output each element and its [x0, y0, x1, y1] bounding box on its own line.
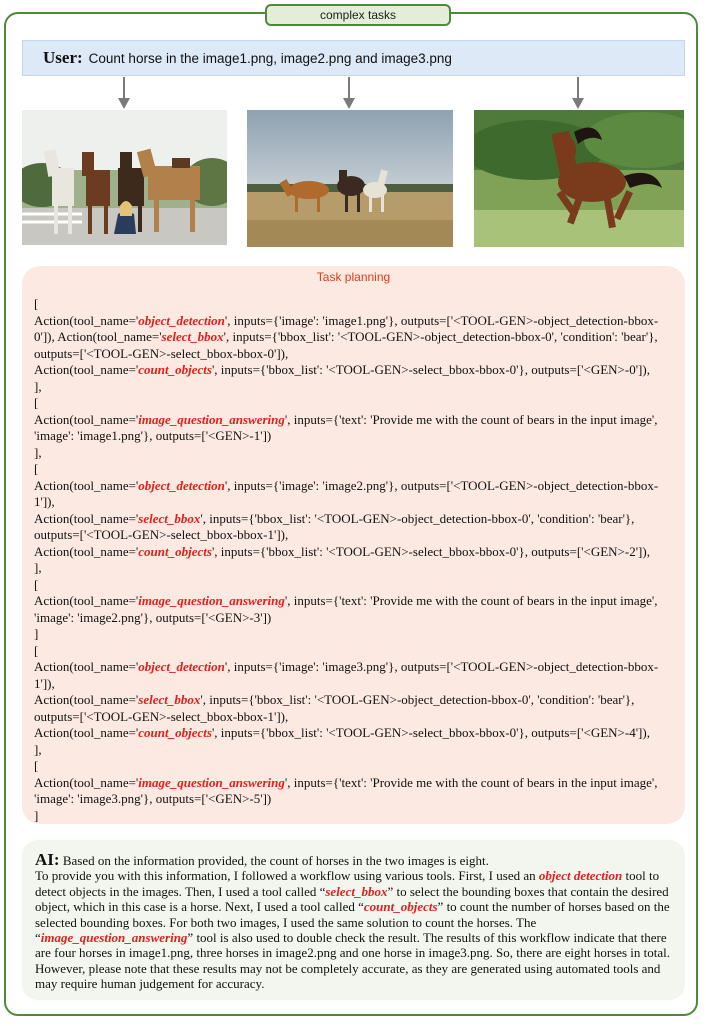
plan-text: [	[34, 395, 39, 410]
plan-line	[34, 758, 676, 775]
tool-name: select_bbox	[138, 692, 201, 707]
plan-line	[34, 379, 676, 396]
plan-text: Action(tool_name='	[34, 312, 139, 328]
plan-text: Action(tool_name='	[34, 692, 139, 707]
plan-line	[34, 511, 676, 528]
plan-text: ]	[34, 807, 39, 823]
plan-line	[34, 412, 676, 429]
plan-text: ', inputs={'bbox_list': '<TOOL-GEN>-select_bbox-bbox-0'}, outputs=['<GEN>-0']),	[211, 362, 650, 377]
tool-name: select_bbox	[325, 883, 388, 899]
ai-text-segment: ” tool is also used to double check the result. The results of this workflow indicate that there are four horses in image1.png, three horses in image2.png and one horse in image3.png. So, there are eight horses in total. However, please note that these results may not be completely accurate, as they are generated using automated tools and may require human judgement for accuracy.	[35, 930, 671, 992]
plan-line	[34, 610, 676, 627]
ai-text-segment: ” to select the bounding boxes that contain the desired object, which in this case is a horse. Next, I used a tool called “	[35, 883, 669, 915]
plan-line	[34, 626, 676, 643]
plan-line	[34, 791, 676, 808]
plan-text: ', inputs={'image': 'image1.png'}, outputs=['<TOOL-GEN>-object_detection-bbox-	[224, 312, 659, 328]
tool-name: object_detection	[138, 312, 225, 328]
plan-text: Action(tool_name='	[34, 593, 139, 608]
plan-line	[34, 775, 676, 792]
ai-text-segment: tool to detect objects in the images. Then, I used a tool called “	[35, 868, 660, 899]
plan-line	[34, 296, 676, 313]
plan-line	[34, 445, 676, 462]
tool-name: image_question_answering	[40, 930, 188, 946]
plan-line	[34, 808, 676, 825]
plan-line	[34, 709, 676, 726]
plan-text: ', inputs={'text': 'Provide me with the count of bears in the input image',	[284, 774, 658, 790]
plan-line	[34, 494, 676, 511]
tool-name: image_question_answering	[138, 593, 285, 608]
plan-text: ', inputs={'image': 'image2.png'}, outputs=['<TOOL-GEN>-object_detection-bbox-	[224, 477, 659, 493]
plan-text: 0']), Action(tool_name='	[34, 329, 162, 344]
plan-text: ', inputs={'bbox_list': '<TOOL-GEN>-select_bbox-bbox-0'}, outputs=['<GEN>-4']),	[211, 725, 650, 740]
plan-line	[34, 560, 676, 577]
plan-line	[34, 346, 676, 363]
user-speaker-label: User:	[43, 48, 83, 67]
plan-line	[34, 478, 676, 495]
image1-photo	[22, 110, 227, 245]
plan-text: ]	[34, 626, 39, 641]
plan-text: ', inputs={'text': 'Provide me with the count of bears in the input image',	[284, 593, 658, 608]
plan-text: Action(tool_name='	[34, 411, 139, 427]
tool-name: image_question_answering	[138, 411, 285, 427]
ai-response-body	[35, 853, 670, 991]
tool-name: object detection	[538, 868, 623, 884]
plan-text: 'image': 'image2.png'}, outputs=['<GEN>-3'])	[34, 609, 272, 625]
tool-name: select_bbox	[138, 510, 201, 526]
plan-line	[34, 428, 676, 445]
plan-line	[34, 395, 676, 412]
task-planning-code	[34, 296, 676, 824]
plan-text: Action(tool_name='	[34, 362, 139, 377]
plan-line	[34, 692, 676, 709]
tool-name: count_objects	[138, 362, 212, 377]
plan-text: [	[34, 758, 39, 773]
ai-text-segment: ” to count the number of horses based on the selected bounding boxes. For both two images, I used the same solution to count the horses. The “	[35, 899, 670, 946]
ai-speaker-label: AI:	[35, 850, 60, 869]
plan-line	[34, 742, 676, 759]
ai-text-segment: Based on the information provided, the count of horses in the two images is eight.	[59, 853, 489, 868]
plan-text: [	[34, 576, 39, 592]
plan-text: outputs=['<TOOL-GEN>-select_bbox-bbox-1']),	[34, 527, 289, 542]
plan-text: ', inputs={'bbox_list': '<TOOL-GEN>-object_detection-bbox-0', 'condition': 'bear'},	[223, 329, 658, 344]
plan-text: ', inputs={'bbox_list': '<TOOL-GEN>-object_detection-bbox-0', 'condition': 'bear'},	[200, 510, 635, 526]
plan-line	[34, 313, 676, 330]
user-message-text: Count horse in the image1.png, image2.png and image3.png	[88, 50, 452, 66]
plan-line	[34, 544, 676, 561]
plan-text: ', inputs={'text': 'Provide me with the count of bears in the input image',	[284, 411, 658, 427]
plan-text: ', inputs={'bbox_list': '<TOOL-GEN>-select_bbox-bbox-0'}, outputs=['<GEN>-2']),	[211, 543, 650, 559]
plan-text: outputs=['<TOOL-GEN>-select_bbox-bbox-0']),	[34, 345, 289, 361]
down-arrow-icon	[343, 77, 355, 109]
image2-photo	[247, 110, 453, 247]
plan-text: 1']),	[34, 675, 55, 691]
plan-text: ],	[34, 560, 42, 575]
plan-text: outputs=['<TOOL-GEN>-select_bbox-bbox-1']),	[34, 708, 289, 724]
tool-name: object_detection	[138, 659, 225, 674]
ai-response-text	[35, 852, 675, 992]
plan-line	[34, 659, 676, 676]
plan-text: Action(tool_name='	[34, 774, 139, 790]
section-tab: complex tasks	[265, 4, 451, 26]
ai-text-segment: To provide you with this information, I followed a workflow using various tools. First, I used an	[35, 868, 539, 884]
plan-text: [	[34, 642, 39, 658]
plan-text: Action(tool_name='	[34, 510, 139, 526]
plan-line	[34, 725, 676, 742]
plan-line	[34, 593, 676, 610]
tool-name: count_objects	[363, 899, 438, 915]
plan-line	[34, 329, 676, 346]
plan-text: ],	[34, 378, 42, 394]
tool-name: object_detection	[138, 477, 225, 493]
tool-name: count_objects	[138, 543, 212, 559]
plan-line	[34, 362, 676, 379]
plan-text: Action(tool_name='	[34, 543, 139, 559]
plan-line	[34, 527, 676, 544]
plan-line	[34, 577, 676, 594]
task-planning-panel	[22, 266, 685, 824]
plan-text: ', inputs={'bbox_list': '<TOOL-GEN>-object_detection-bbox-0', 'condition': 'bear'},	[200, 692, 635, 707]
user-message-bar	[22, 40, 685, 76]
tool-name: image_question_answering	[138, 774, 285, 790]
plan-text: ', inputs={'image': 'image3.png'}, outputs=['<TOOL-GEN>-object_detection-bbox-	[224, 659, 659, 674]
plan-line	[34, 676, 676, 693]
ai-response-panel	[22, 840, 685, 1000]
tool-name: count_objects	[138, 725, 212, 740]
plan-text: ],	[34, 741, 42, 757]
plan-text: [	[34, 296, 39, 311]
plan-text: ],	[34, 444, 42, 460]
plan-text: Action(tool_name='	[34, 477, 139, 493]
plan-text: Action(tool_name='	[34, 659, 139, 674]
tool-name: select_bbox	[161, 329, 224, 344]
plan-text: 1']),	[34, 494, 55, 509]
task-planning-title: Task planning	[316, 270, 391, 284]
plan-line	[34, 461, 676, 478]
plan-text: Action(tool_name='	[34, 725, 139, 740]
plan-text: 'image': 'image1.png'}, outputs=['<GEN>-1'])	[34, 428, 272, 443]
plan-line	[34, 643, 676, 660]
plan-text: 'image': 'image3.png'}, outputs=['<GEN>-5'])	[34, 791, 272, 806]
down-arrow-icon	[118, 77, 130, 109]
image3-photo	[474, 110, 684, 247]
down-arrow-icon	[572, 77, 584, 109]
plan-text: [	[34, 461, 39, 476]
